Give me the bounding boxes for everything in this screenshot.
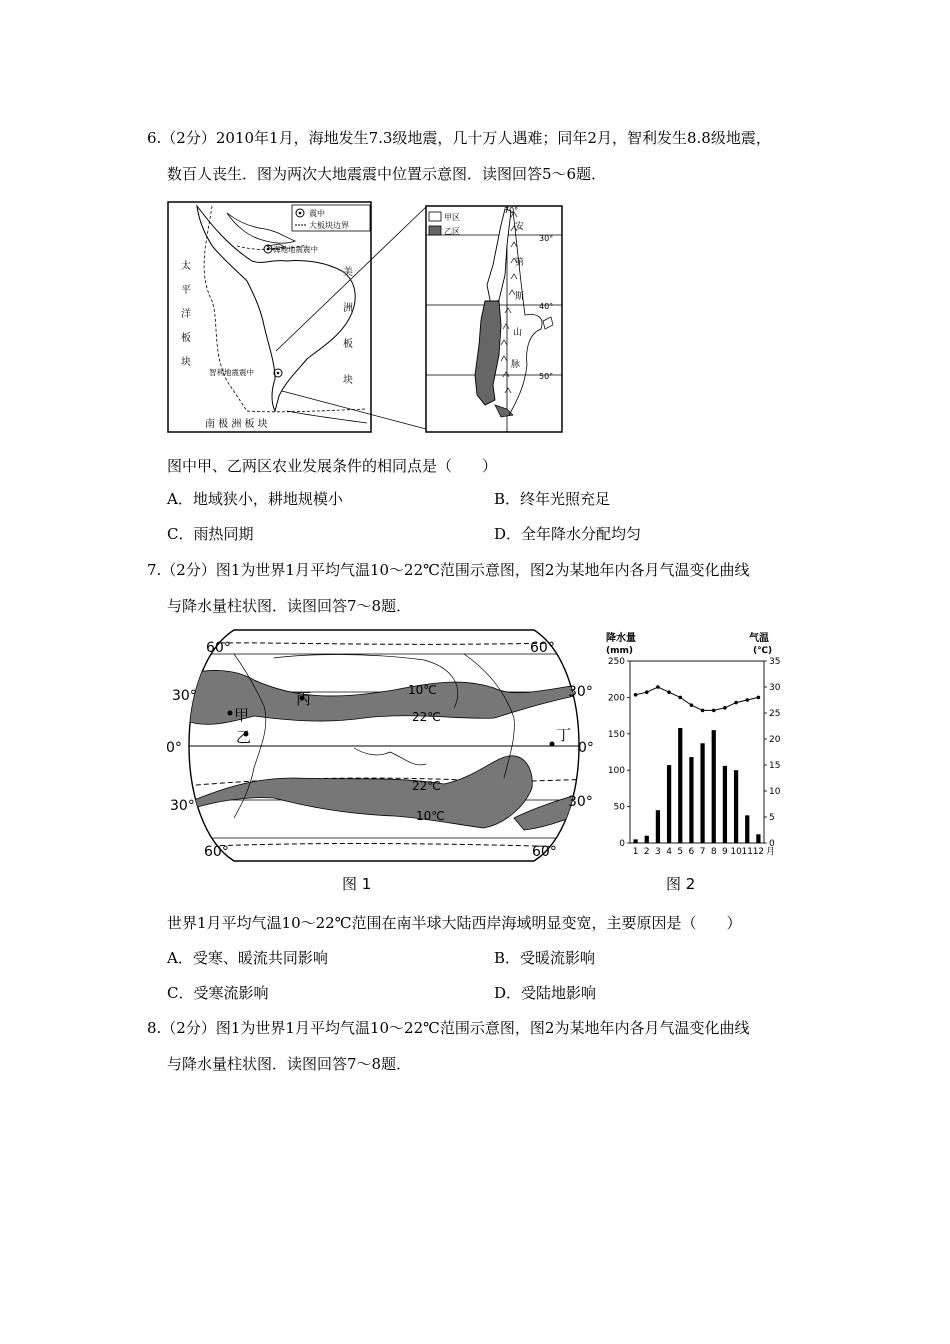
isotherm-10-south: 10℃ — [416, 809, 445, 823]
pacific-label-1: 太 — [181, 261, 191, 272]
temperature-point — [656, 685, 660, 689]
right-tick-label: 5 — [769, 813, 775, 823]
point-bing: 丙 — [296, 690, 312, 708]
lat-30n-right: 30° — [568, 684, 593, 700]
left-tick-label: 150 — [607, 729, 625, 740]
point-yi: 乙 — [236, 728, 252, 746]
andes-char-2: 第 — [515, 258, 525, 268]
month-tick-label: 9 — [722, 847, 728, 857]
pacific-label-3: 洋 — [181, 309, 191, 320]
america-label-4: 块 — [343, 375, 353, 386]
precipitation-bar — [756, 834, 760, 843]
lat-50-label: 50° — [539, 372, 554, 381]
isotherm-22-south: 22℃ — [412, 779, 441, 793]
precipitation-bar — [633, 839, 637, 843]
right-tick-label: 10 — [769, 787, 781, 797]
legend-boundary: 大板块边界 — [309, 221, 349, 230]
q7-option-b[interactable]: B．受暖流影响 — [494, 949, 596, 967]
month-tick-label: 4 — [666, 847, 672, 857]
precipitation-bar — [678, 728, 682, 843]
precipitation-bar — [667, 765, 671, 843]
lat-30n-left: 30° — [172, 688, 197, 704]
right-axis-title: 气温 — [749, 633, 769, 644]
q6-option-a[interactable]: A．地域狭小，耕地规模小 — [167, 490, 343, 508]
q6-question: 图中甲、乙两区农业发展条件的相同点是（ ） — [167, 457, 498, 475]
legend-epicenter: 震中 — [309, 209, 325, 218]
point-ding: 丁 — [556, 726, 572, 744]
lat-0-left: 0° — [166, 740, 182, 756]
temperature-point — [745, 698, 749, 702]
q7-question: 世界1月平均气温10～22℃范围在南半球大陆西岸海域明显变宽，主要原因是（ ） — [167, 914, 742, 932]
lat-60n-right: 60° — [530, 640, 555, 656]
month-tick-label: 3 — [655, 847, 661, 857]
precipitation-bar — [700, 743, 704, 843]
precipitation-bar — [689, 757, 693, 843]
lat-60n-left: 60° — [206, 640, 231, 656]
temperature-point — [645, 690, 649, 694]
temperature-point — [734, 701, 738, 705]
zoom-connector — [270, 201, 430, 433]
lat-70-label: 70° — [504, 206, 519, 215]
left-tick-label: 250 — [607, 657, 625, 667]
month-tick-label: 8 — [710, 847, 717, 857]
temperature-point — [757, 696, 761, 700]
right-tick-label: 25 — [769, 709, 781, 719]
haiti-epicenter-label: 海地地震震中 — [273, 245, 318, 254]
precipitation-bar — [745, 815, 749, 843]
climate-chart — [604, 628, 782, 864]
chile-epicenter-label: 智利地震震中 — [209, 368, 254, 377]
isotherm-10-north: 10℃ — [408, 683, 437, 697]
right-axis-unit: (℃) — [753, 646, 773, 656]
q6-stem-line1: 6.（2分）2010年1月，海地发生7.3级地震，几十万人遇难；同年2月，智利发生8.8级地震， — [147, 129, 771, 147]
america-label-2: 洲 — [343, 303, 353, 314]
temperature-point — [667, 690, 671, 694]
q7-stem-line1: 7.（2分）图1为世界1月平均气温10～22℃范围示意图，图2为某地年内各月气温变化曲线 — [147, 561, 750, 579]
chile-detail-map — [425, 205, 565, 433]
temperature-point — [712, 709, 716, 713]
lat-60s-right: 60° — [532, 844, 557, 860]
q6-option-c[interactable]: C．雨热同期 — [167, 525, 254, 543]
month-unit-label: 月 — [766, 847, 776, 857]
right-tick-label: 35 — [769, 657, 781, 667]
precipitation-bar — [645, 836, 649, 843]
temperature-point — [690, 703, 694, 707]
temperature-point — [723, 706, 727, 710]
lat-30-label: 30° — [539, 234, 554, 243]
q8-stem-line1: 8.（2分）图1为世界1月平均气温10～22℃范围示意图，图2为某地年内各月气温变化曲线 — [147, 1019, 750, 1037]
andes-char-1: 安 — [515, 222, 525, 232]
q6-option-d[interactable]: D．全年降水分配均匀 — [494, 525, 642, 543]
pacific-label-2: 平 — [181, 285, 191, 296]
month-tick-label: 10 — [730, 847, 742, 857]
month-tick-label: 7 — [699, 847, 706, 857]
precipitation-bar — [723, 766, 727, 843]
temperature-line — [636, 687, 759, 710]
right-tick-label: 15 — [769, 761, 781, 771]
legend-yi: 乙区 — [444, 227, 460, 236]
andes-char-4: 山 — [513, 328, 523, 338]
q7-option-c[interactable]: C．受寒流影响 — [167, 984, 269, 1002]
month-tick-label: 2 — [643, 847, 650, 857]
q6-stem-line2: 数百人丧生．图为两次大地震震中位置示意图．读图回答5～6题． — [167, 165, 607, 183]
antarctic-label: 南 极 洲 板 块 — [205, 419, 268, 430]
left-tick-label: 100 — [607, 766, 625, 777]
precipitation-bar — [712, 730, 716, 843]
q7-option-a[interactable]: A．受寒、暖流共同影响 — [167, 949, 328, 967]
left-tick-label: 200 — [607, 693, 625, 704]
world-temperature-map — [164, 628, 604, 863]
lat-30s-left: 30° — [170, 798, 195, 814]
q8-stem-line2: 与降水量柱状图．读图回答7～8题． — [167, 1055, 412, 1073]
pacific-label-4: 板 — [181, 333, 191, 344]
temperature-point — [634, 693, 638, 697]
q6-option-b[interactable]: B．终年光照充足 — [494, 490, 611, 508]
month-tick-label: 5 — [677, 847, 684, 857]
right-tick-label: 20 — [769, 735, 781, 745]
q7-stem-line2: 与降水量柱状图．读图回答7～8题． — [167, 597, 412, 615]
figure-1-caption: 图 1 — [342, 875, 372, 893]
left-tick-label: 50 — [613, 802, 625, 813]
andes-char-5: 脉 — [511, 360, 521, 370]
legend-jia: 甲区 — [444, 213, 460, 222]
q7-option-d[interactable]: D．受陆地影响 — [494, 984, 597, 1002]
precipitation-bar — [734, 770, 738, 843]
month-tick-label: 12 — [752, 847, 765, 857]
month-tick-label: 11 — [741, 847, 753, 857]
precipitation-bar — [656, 810, 660, 843]
america-label-1: 美 — [343, 267, 353, 278]
point-jia: 甲 — [234, 706, 250, 724]
figure-2-caption: 图 2 — [666, 875, 696, 893]
lat-60s-left: 60° — [204, 844, 229, 860]
left-tick-label: 0 — [619, 839, 625, 849]
right-tick-label: 0 — [769, 839, 775, 849]
left-axis-title: 降水量 — [606, 633, 636, 644]
lat-40-label: 40° — [539, 302, 554, 311]
america-label-3: 板 — [343, 339, 353, 350]
andes-char-3: 斯 — [515, 292, 525, 302]
right-tick-label: 30 — [769, 683, 781, 693]
left-axis-unit: (mm) — [606, 646, 633, 656]
month-tick-label: 6 — [688, 847, 695, 857]
month-tick-label: 1 — [632, 847, 639, 857]
lat-0-right: 0° — [578, 740, 594, 756]
pacific-label-5: 块 — [181, 357, 191, 368]
temperature-point — [678, 696, 682, 700]
lat-30s-right: 30° — [568, 794, 593, 810]
isotherm-22-north: 22℃ — [412, 710, 441, 724]
temperature-point — [701, 709, 705, 713]
